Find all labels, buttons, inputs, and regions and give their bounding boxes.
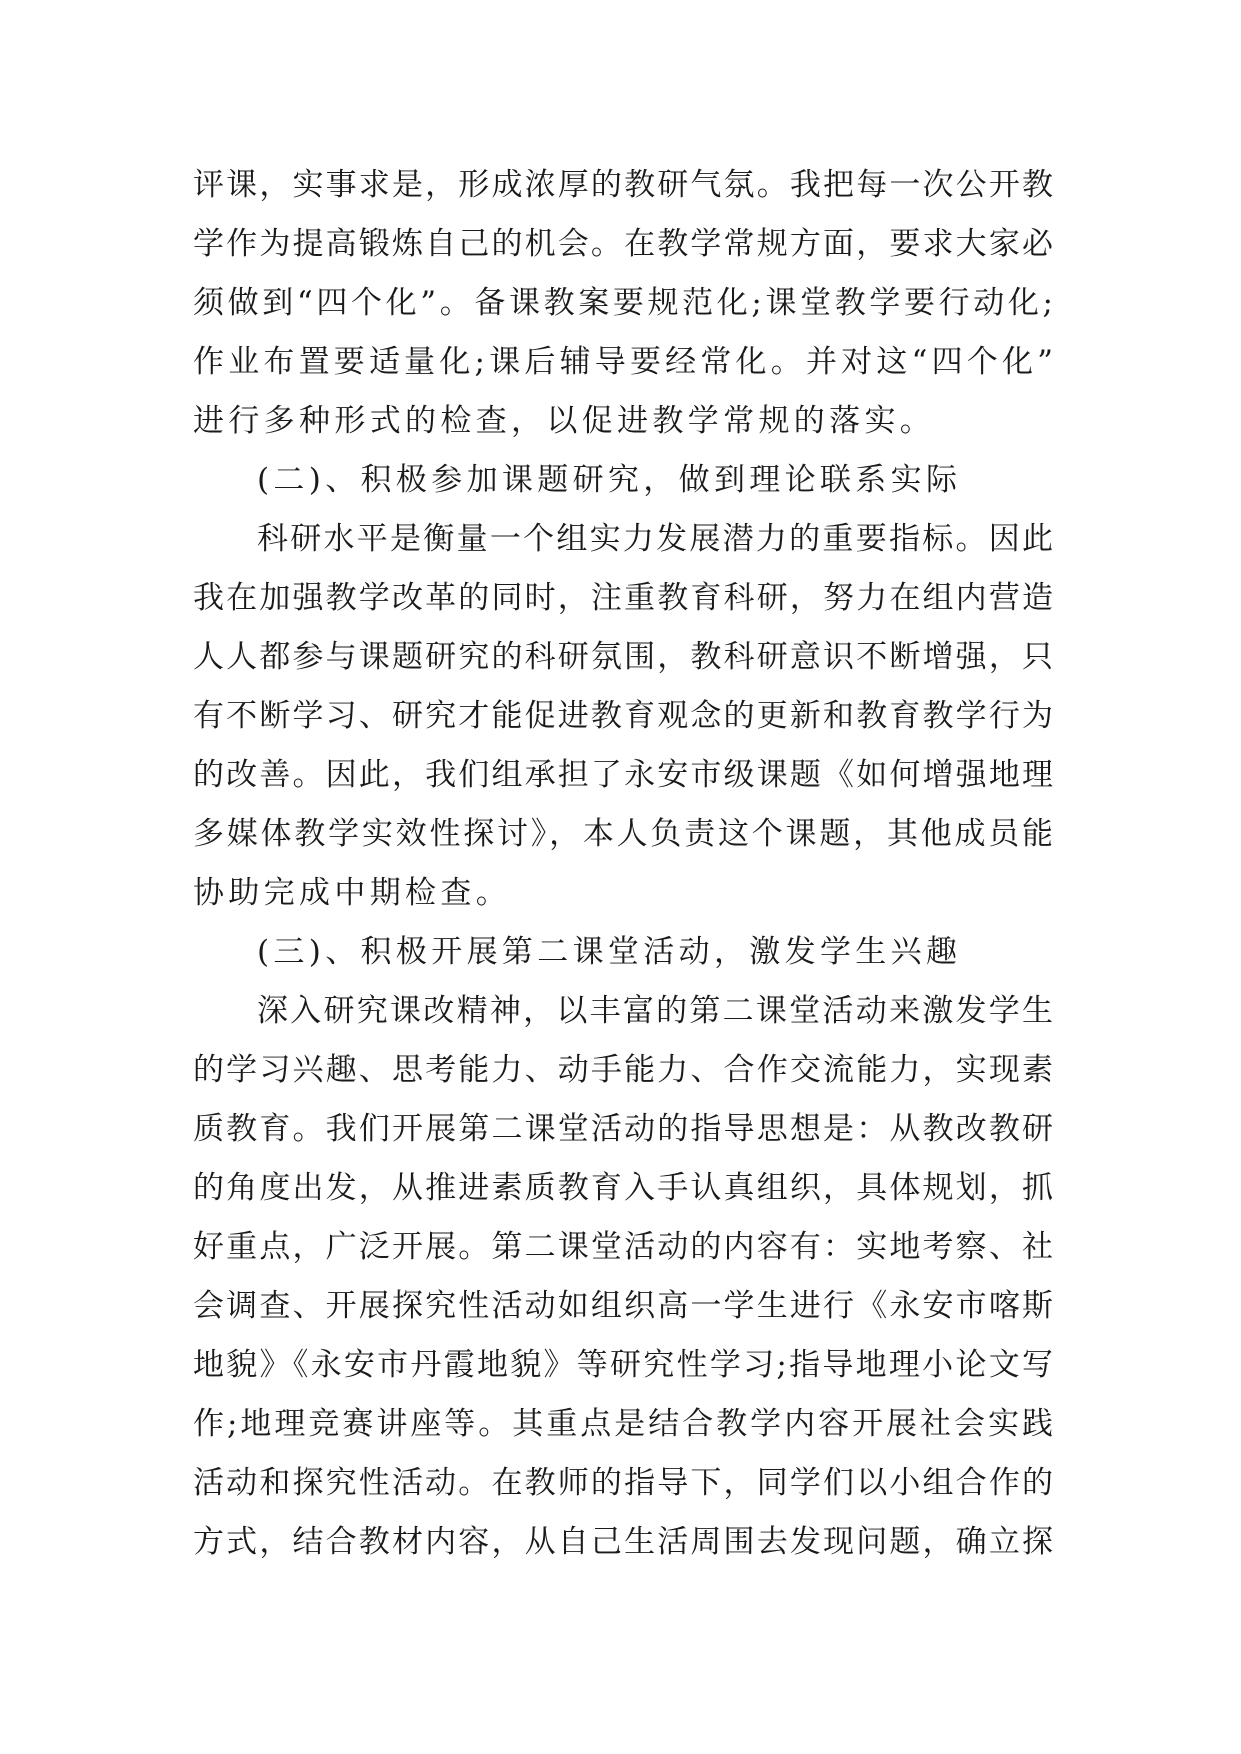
text-line: 的角度出发，从推进素质教育入手认真组织，具体规划，抓: [193, 1170, 1053, 1206]
text-line: 须做到“四个化”。备课教案要规范化;课堂教学要行动化;: [193, 285, 1053, 321]
text-line: 进行多种形式的检查，以促进教学常规的落实。: [193, 403, 936, 439]
section-heading: (二)、积极参加课题研究，做到理论联系实际: [257, 462, 962, 498]
text-line: 作业布置要适量化;课后辅导要经常化。并对这“四个化”: [193, 344, 1053, 380]
text-line: 会调查、开展探究性活动如组织高一学生进行《永安市喀斯: [193, 1288, 1053, 1324]
text-line: 好重点，广泛开展。第二课堂活动的内容有：实地考察、社: [193, 1229, 1053, 1265]
section-heading: (三)、积极开展第二课堂活动，激发学生兴趣: [257, 934, 962, 970]
text-line: 地貌》《永安市丹霞地貌》等研究性学习;指导地理小论文写: [193, 1347, 1053, 1383]
text-line: 科研水平是衡量一个组实力发展潜力的重要指标。因此: [257, 521, 1053, 557]
text-line: 协助完成中期检查。: [193, 875, 512, 911]
text-line: 作;地理竞赛讲座等。其重点是结合教学内容开展社会实践: [193, 1406, 1053, 1442]
text-line: 评课，实事求是，形成浓厚的教研气氛。我把每一次公开教: [193, 167, 1053, 203]
text-line: 方式，结合教材内容，从自己生活周围去发现问题，确立探: [193, 1524, 1053, 1560]
document-body: [193, 156, 1053, 1572]
text-line: 的改善。因此，我们组承担了永安市级课题《如何增强地理: [193, 757, 1053, 793]
text-line: 有不断学习、研究才能促进教育观念的更新和教育教学行为: [193, 698, 1053, 734]
text-line: 多媒体教学实效性探讨》，本人负责这个课题，其他成员能: [193, 816, 1053, 852]
text-line: 质教育。我们开展第二课堂活动的指导思想是：从教改教研: [193, 1111, 1053, 1147]
text-line: 人人都参与课题研究的科研氛围，教科研意识不断增强，只: [193, 639, 1053, 675]
text-line: 学作为提高锻炼自己的机会。在教学常规方面，要求大家必: [193, 226, 1053, 262]
text-line: 深入研究课改精神，以丰富的第二课堂活动来激发学生: [257, 993, 1053, 1029]
text-line: 我在加强教学改革的同时，注重教育科研，努力在组内营造: [193, 580, 1053, 616]
text-line: 的学习兴趣、思考能力、动手能力、合作交流能力，实现素: [193, 1052, 1053, 1088]
text-line: 活动和探究性活动。在教师的指导下，同学们以小组合作的: [193, 1465, 1053, 1501]
